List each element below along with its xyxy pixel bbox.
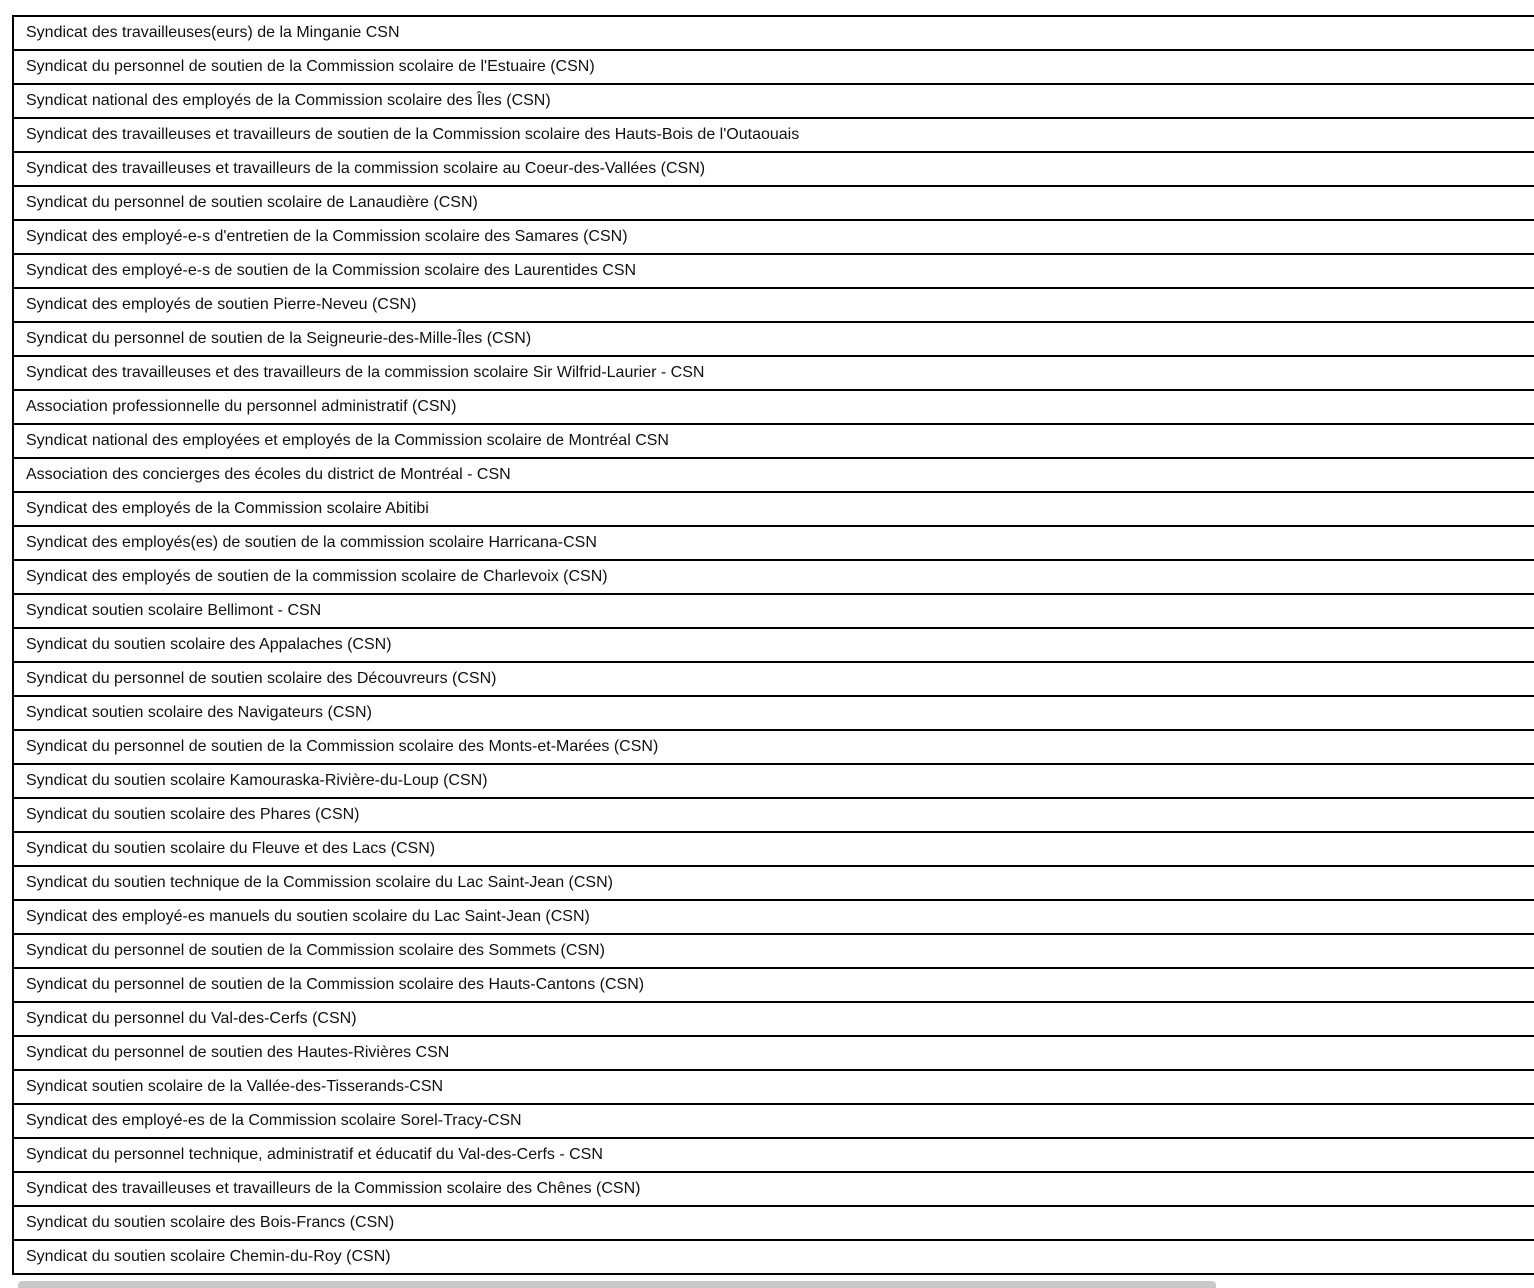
union-name-cell: Syndicat soutien scolaire de la Vallée-des-Tisserands-CSN <box>13 1070 1534 1104</box>
union-name-cell: Syndicat soutien scolaire des Navigateurs (CSN) <box>13 696 1534 730</box>
table-row <box>13 968 1534 1002</box>
union-name-cell: Syndicat du personnel de soutien scolaire de Lanaudière (CSN) <box>13 186 1534 220</box>
union-name-cell: Syndicat du soutien scolaire du Fleuve et des Lacs (CSN) <box>13 832 1534 866</box>
table-row <box>13 1104 1534 1138</box>
table-row <box>13 458 1534 492</box>
table-row <box>13 16 1534 50</box>
union-name-cell: Syndicat des travailleuses et travailleurs de la commission scolaire au Coeur-des-Vallées (CSN) <box>13 152 1534 186</box>
table-row <box>13 118 1534 152</box>
table-row <box>13 254 1534 288</box>
table-row <box>13 628 1534 662</box>
table-row <box>13 424 1534 458</box>
table-row <box>13 1070 1534 1104</box>
union-name-cell: Syndicat du personnel de soutien de la Seigneurie-des-Mille-Îles (CSN) <box>13 322 1534 356</box>
union-name-cell: Syndicat des travailleuses et travailleurs de la Commission scolaire des Chênes (CSN) <box>13 1172 1534 1206</box>
union-name-cell: Syndicat des employés de soutien de la commission scolaire de Charlevoix (CSN) <box>13 560 1534 594</box>
table-row <box>13 764 1534 798</box>
table-row <box>13 832 1534 866</box>
union-name-cell: Syndicat soutien scolaire Bellimont - CSN <box>13 594 1534 628</box>
union-name-cell: Syndicat du soutien scolaire des Appalaches (CSN) <box>13 628 1534 662</box>
union-name-cell: Syndicat du personnel de soutien de la Commission scolaire de l'Estuaire (CSN) <box>13 50 1534 84</box>
horizontal-scrollbar[interactable] <box>18 1281 1216 1288</box>
table-row <box>13 798 1534 832</box>
table-row <box>13 900 1534 934</box>
union-name-cell: Syndicat des employé-e-s de soutien de la Commission scolaire des Laurentides CSN <box>13 254 1534 288</box>
union-name-cell: Syndicat national des employés de la Commission scolaire des Îles (CSN) <box>13 84 1534 118</box>
table-row <box>13 1036 1534 1070</box>
table-row <box>13 1206 1534 1240</box>
table-row <box>13 356 1534 390</box>
table-row <box>13 492 1534 526</box>
union-name-cell: Syndicat du soutien technique de la Commission scolaire du Lac Saint-Jean (CSN) <box>13 866 1534 900</box>
table-row <box>13 526 1534 560</box>
union-name-cell: Syndicat des employés de soutien Pierre-Neveu (CSN) <box>13 288 1534 322</box>
union-name-cell: Syndicat du soutien scolaire Kamouraska-Rivière-du-Loup (CSN) <box>13 764 1534 798</box>
table-row <box>13 220 1534 254</box>
union-name-cell: Syndicat national des employées et employés de la Commission scolaire de Montréal CSN <box>13 424 1534 458</box>
table-row <box>13 594 1534 628</box>
table-row <box>13 1138 1534 1172</box>
table-row <box>13 50 1534 84</box>
union-name-cell: Syndicat des employés de la Commission scolaire Abitibi <box>13 492 1534 526</box>
union-list-container <box>12 15 1534 1275</box>
table-row <box>13 1240 1534 1274</box>
table-row <box>13 1172 1534 1206</box>
table-row <box>13 322 1534 356</box>
table-row <box>13 390 1534 424</box>
table-row <box>13 152 1534 186</box>
table-row <box>13 84 1534 118</box>
union-name-cell: Syndicat du soutien scolaire Chemin-du-Roy (CSN) <box>13 1240 1534 1274</box>
table-row <box>13 1002 1534 1036</box>
union-name-cell: Syndicat des employés(es) de soutien de la commission scolaire Harricana-CSN <box>13 526 1534 560</box>
union-name-cell: Association des concierges des écoles du district de Montréal - CSN <box>13 458 1534 492</box>
table-row <box>13 288 1534 322</box>
union-name-cell: Syndicat du personnel technique, administratif et éducatif du Val-des-Cerfs - CSN <box>13 1138 1534 1172</box>
union-name-cell: Syndicat du personnel de soutien des Hautes-Rivières CSN <box>13 1036 1534 1070</box>
union-name-cell: Syndicat des employé-es de la Commission scolaire Sorel-Tracy-CSN <box>13 1104 1534 1138</box>
union-name-cell: Syndicat du soutien scolaire des Bois-Francs (CSN) <box>13 1206 1534 1240</box>
table-row <box>13 866 1534 900</box>
union-name-cell: Association professionnelle du personnel administratif (CSN) <box>13 390 1534 424</box>
union-table <box>12 15 1534 1275</box>
table-row <box>13 560 1534 594</box>
union-name-cell: Syndicat des travailleuses(eurs) de la Minganie CSN <box>13 16 1534 50</box>
table-row <box>13 662 1534 696</box>
table-row <box>13 934 1534 968</box>
union-table-body <box>13 16 1534 1274</box>
union-name-cell: Syndicat du personnel du Val-des-Cerfs (CSN) <box>13 1002 1534 1036</box>
union-name-cell: Syndicat des travailleuses et travailleurs de soutien de la Commission scolaire des Hauts-Bois de l'Outaouais <box>13 118 1534 152</box>
table-row <box>13 186 1534 220</box>
union-name-cell: Syndicat du soutien scolaire des Phares (CSN) <box>13 798 1534 832</box>
union-name-cell: Syndicat des employé-es manuels du soutien scolaire du Lac Saint-Jean (CSN) <box>13 900 1534 934</box>
union-name-cell: Syndicat des travailleuses et des travailleurs de la commission scolaire Sir Wilfrid-Laurier - CSN <box>13 356 1534 390</box>
table-row <box>13 696 1534 730</box>
table-row <box>13 730 1534 764</box>
union-name-cell: Syndicat du personnel de soutien scolaire des Découvreurs (CSN) <box>13 662 1534 696</box>
union-name-cell: Syndicat du personnel de soutien de la Commission scolaire des Sommets (CSN) <box>13 934 1534 968</box>
union-name-cell: Syndicat des employé-e-s d'entretien de la Commission scolaire des Samares (CSN) <box>13 220 1534 254</box>
union-name-cell: Syndicat du personnel de soutien de la Commission scolaire des Hauts-Cantons (CSN) <box>13 968 1534 1002</box>
union-name-cell: Syndicat du personnel de soutien de la Commission scolaire des Monts-et-Marées (CSN) <box>13 730 1534 764</box>
